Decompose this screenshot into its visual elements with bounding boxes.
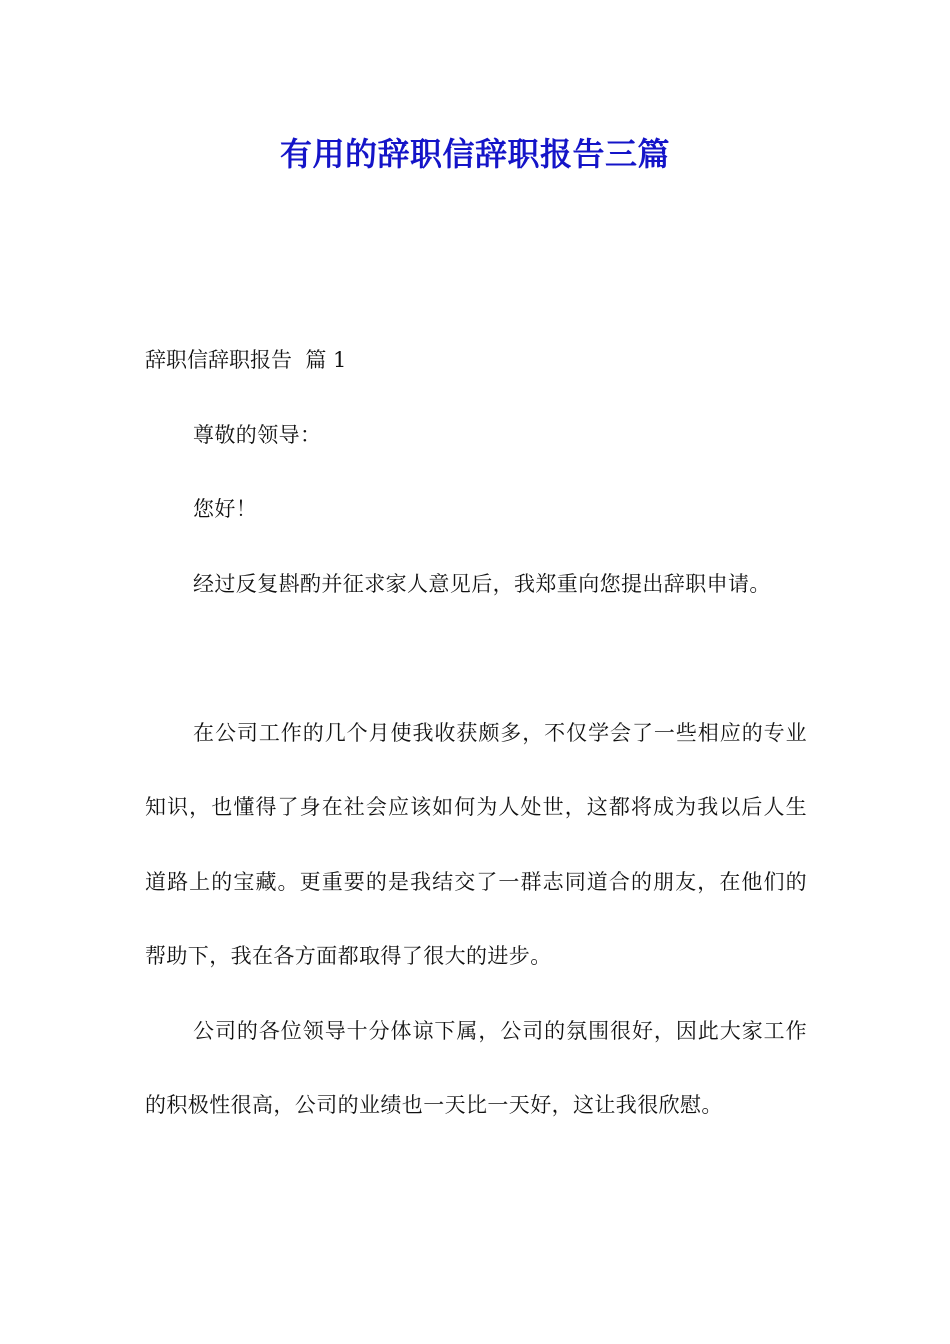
paragraph-2: 在公司工作的几个月使我收获颇多，不仅学会了一些相应的专业知识，也懂得了身在社会应该如何为人处世，这都将成为我以后人生道路上的宝藏。更重要的是我结交了一群志同道合的朋友，在他们的帮助下，我在各方面都取得了很大的进步。 [145,721,807,969]
salutation: 尊敬的领导： [193,423,322,447]
section-heading: 辞职信辞职报告 篇 1 [145,348,347,372]
document-title: 有用的辞职信辞职报告三篇 [279,135,670,173]
paragraph-3: 公司的各位领导十分体谅下属，公司的氛围很好，因此大家工作的积极性很高，公司的业绩也一天比一天好，这让我很欣慰。 [145,1019,807,1118]
paragraph-1: 经过反复斟酌并征求家人意见后，我郑重向您提出辞职申请。 [193,572,771,596]
greeting: 您好！ [193,497,258,521]
